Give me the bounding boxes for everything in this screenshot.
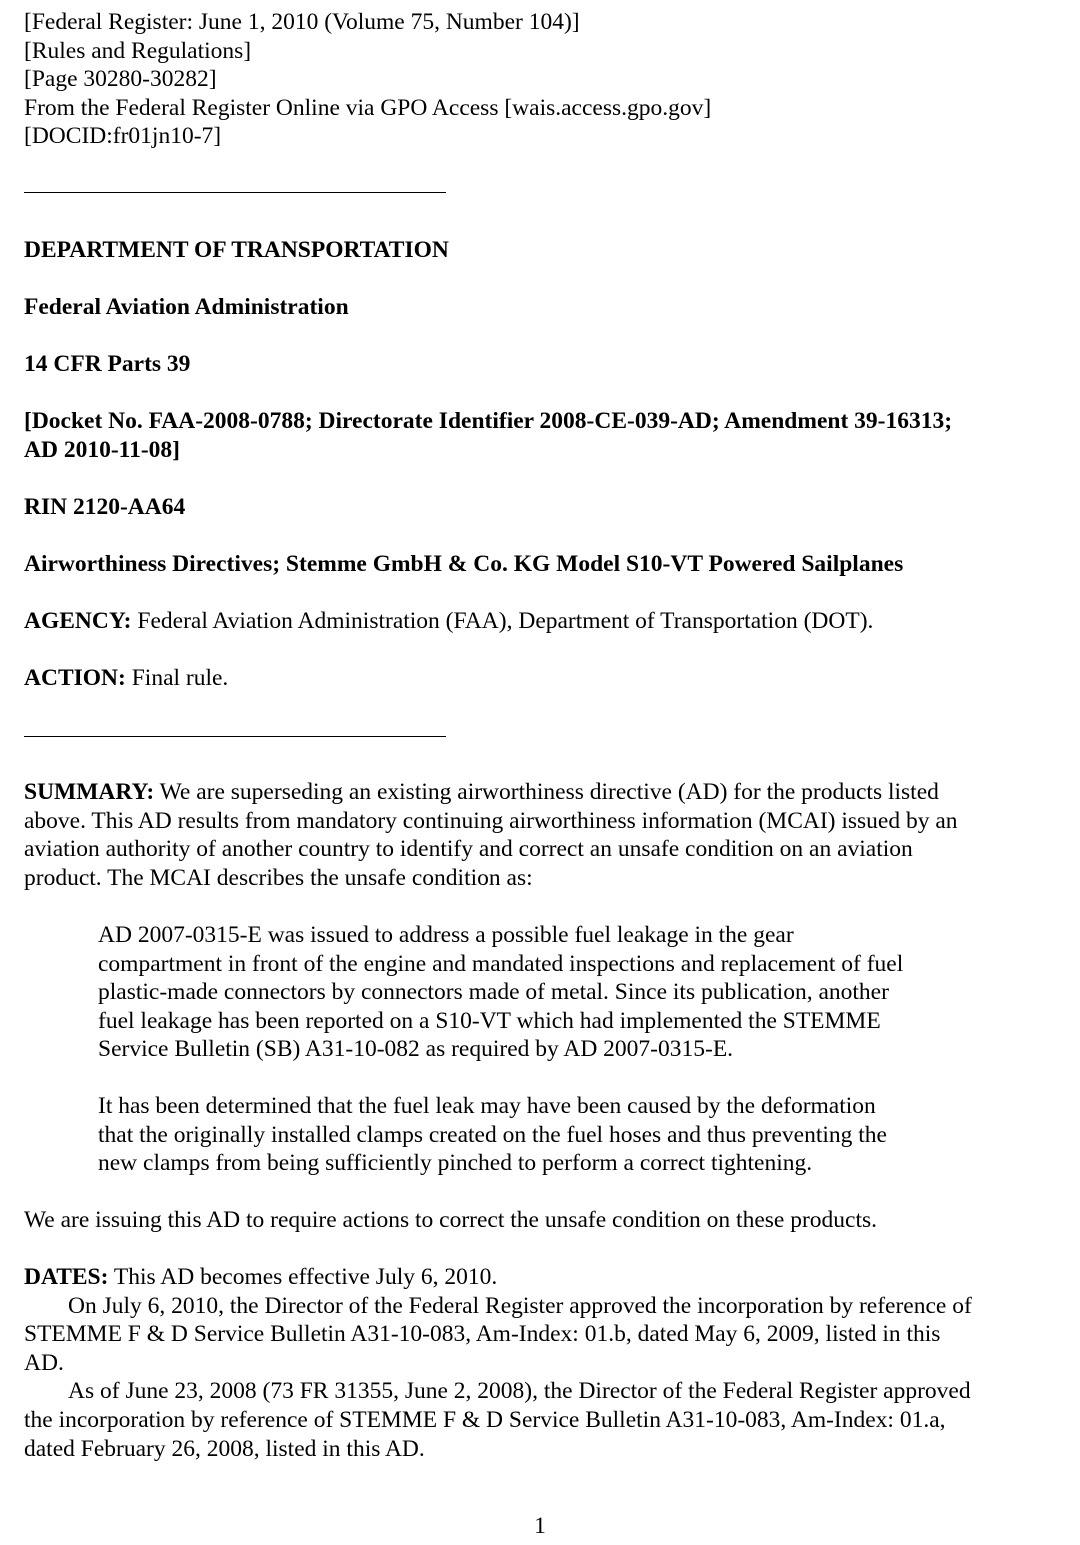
- docket-line: [Docket No. FAA-2008-0788; Directorate Identifier 2008-CE-039-AD; Amendment 39-16313;: [24, 408, 953, 434]
- summary-line: above. This AD results from mandatory continuing airworthiness information (MCAI) issued by an: [24, 807, 958, 834]
- mcai-quote-1: [98, 921, 998, 1064]
- quote-line: It has been determined that the fuel leak may have been caused by the deformation: [98, 1093, 876, 1119]
- header-line-pages: [Page 30280-30282]: [24, 66, 217, 93]
- dates-label: DATES:: [24, 1264, 109, 1290]
- action-text: Final rule.: [125, 665, 229, 691]
- docket-heading: [24, 407, 952, 464]
- dates-line: STEMME F & D Service Bulletin A31-10-083, Am-Index: 01.b, dated May 6, 2009, listed in this: [24, 1321, 941, 1348]
- department-heading: DEPARTMENT OF TRANSPORTATION: [24, 237, 449, 263]
- quote-line: AD 2007-0315-E was issued to address a possible fuel leakage in the gear: [98, 922, 794, 948]
- summary-line: aviation authority of another country to identify and correct an unsafe condition on an aviation: [24, 836, 913, 863]
- agency-text: Federal Aviation Administration (FAA), Department of Transportation (DOT).: [131, 608, 874, 634]
- dates-text: This AD becomes effective July 6, 2010.: [108, 1264, 498, 1290]
- summary-paragraph: [24, 778, 1034, 892]
- subject-heading: Airworthiness Directives; Stemme GmbH & Co. KG Model S10-VT Powered Sailplanes: [24, 551, 904, 577]
- quote-line: new clamps from being sufficiently pinched to perform a correct tightening.: [98, 1150, 813, 1177]
- cfr-heading: 14 CFR Parts 39: [24, 351, 191, 377]
- quote-line: Service Bulletin (SB) A31-10-082 as required by AD 2007-0315-E.: [98, 1036, 734, 1063]
- rin-heading: RIN 2120-AA64: [24, 494, 186, 520]
- header-line-docid: [DOCID:fr01jn10-7]: [24, 123, 222, 150]
- mcai-quote-2: [98, 1092, 998, 1178]
- issuing-statement: We are issuing this AD to require actions to correct the unsafe condition on these products.: [24, 1207, 878, 1233]
- dates-first-line: [24, 1263, 1034, 1292]
- summary-label: SUMMARY:: [24, 779, 155, 805]
- dates-line: As of June 23, 2008 (73 FR 31355, June 2, 2008), the Director of the Federal Register approved: [68, 1378, 971, 1405]
- administration-heading: Federal Aviation Administration: [24, 294, 349, 320]
- dates-line: On July 6, 2010, the Director of the Federal Register approved the incorporation by reference of: [68, 1292, 972, 1319]
- summary-first-line: [24, 778, 1034, 807]
- page-number: 1: [534, 1513, 546, 1539]
- action-line: [24, 664, 1034, 693]
- docket-line: AD 2010-11-08]: [24, 436, 180, 463]
- quote-line: plastic-made connectors by connectors made of metal. Since its publication, another: [98, 979, 889, 1006]
- quote-line: that the originally installed clamps created on the fuel hoses and thus preventing the: [98, 1121, 887, 1148]
- quote-line: fuel leakage has been reported on a S10-VT which had implemented the STEMME: [98, 1007, 881, 1034]
- quote-line: compartment in front of the engine and mandated inspections and replacement of fuel: [98, 950, 904, 977]
- action-label: ACTION:: [24, 665, 126, 691]
- header-line-source: From the Federal Register Online via GPO Access [wais.access.gpo.gov]: [24, 94, 712, 121]
- header-line-register: [Federal Register: June 1, 2010 (Volume 75, Number 104)]: [24, 9, 580, 35]
- summary-line: product. The MCAI describes the unsafe condition as:: [24, 864, 533, 891]
- register-header: [24, 8, 711, 151]
- summary-text: We are superseding an existing airworthiness directive (AD) for the products listed: [154, 779, 939, 805]
- dates-section: [24, 1263, 1034, 1463]
- header-line-section: [Rules and Regulations]: [24, 37, 252, 64]
- divider: [24, 192, 446, 193]
- agency-line: [24, 607, 1034, 636]
- dates-line: the incorporation by reference of STEMME F & D Service Bulletin A31-10-083, Am-Index: 01.a,: [24, 1406, 946, 1433]
- divider: [24, 736, 446, 737]
- dates-line: AD.: [24, 1349, 64, 1376]
- agency-label: AGENCY:: [24, 608, 132, 634]
- dates-line: dated February 26, 2008, listed in this AD.: [24, 1435, 425, 1462]
